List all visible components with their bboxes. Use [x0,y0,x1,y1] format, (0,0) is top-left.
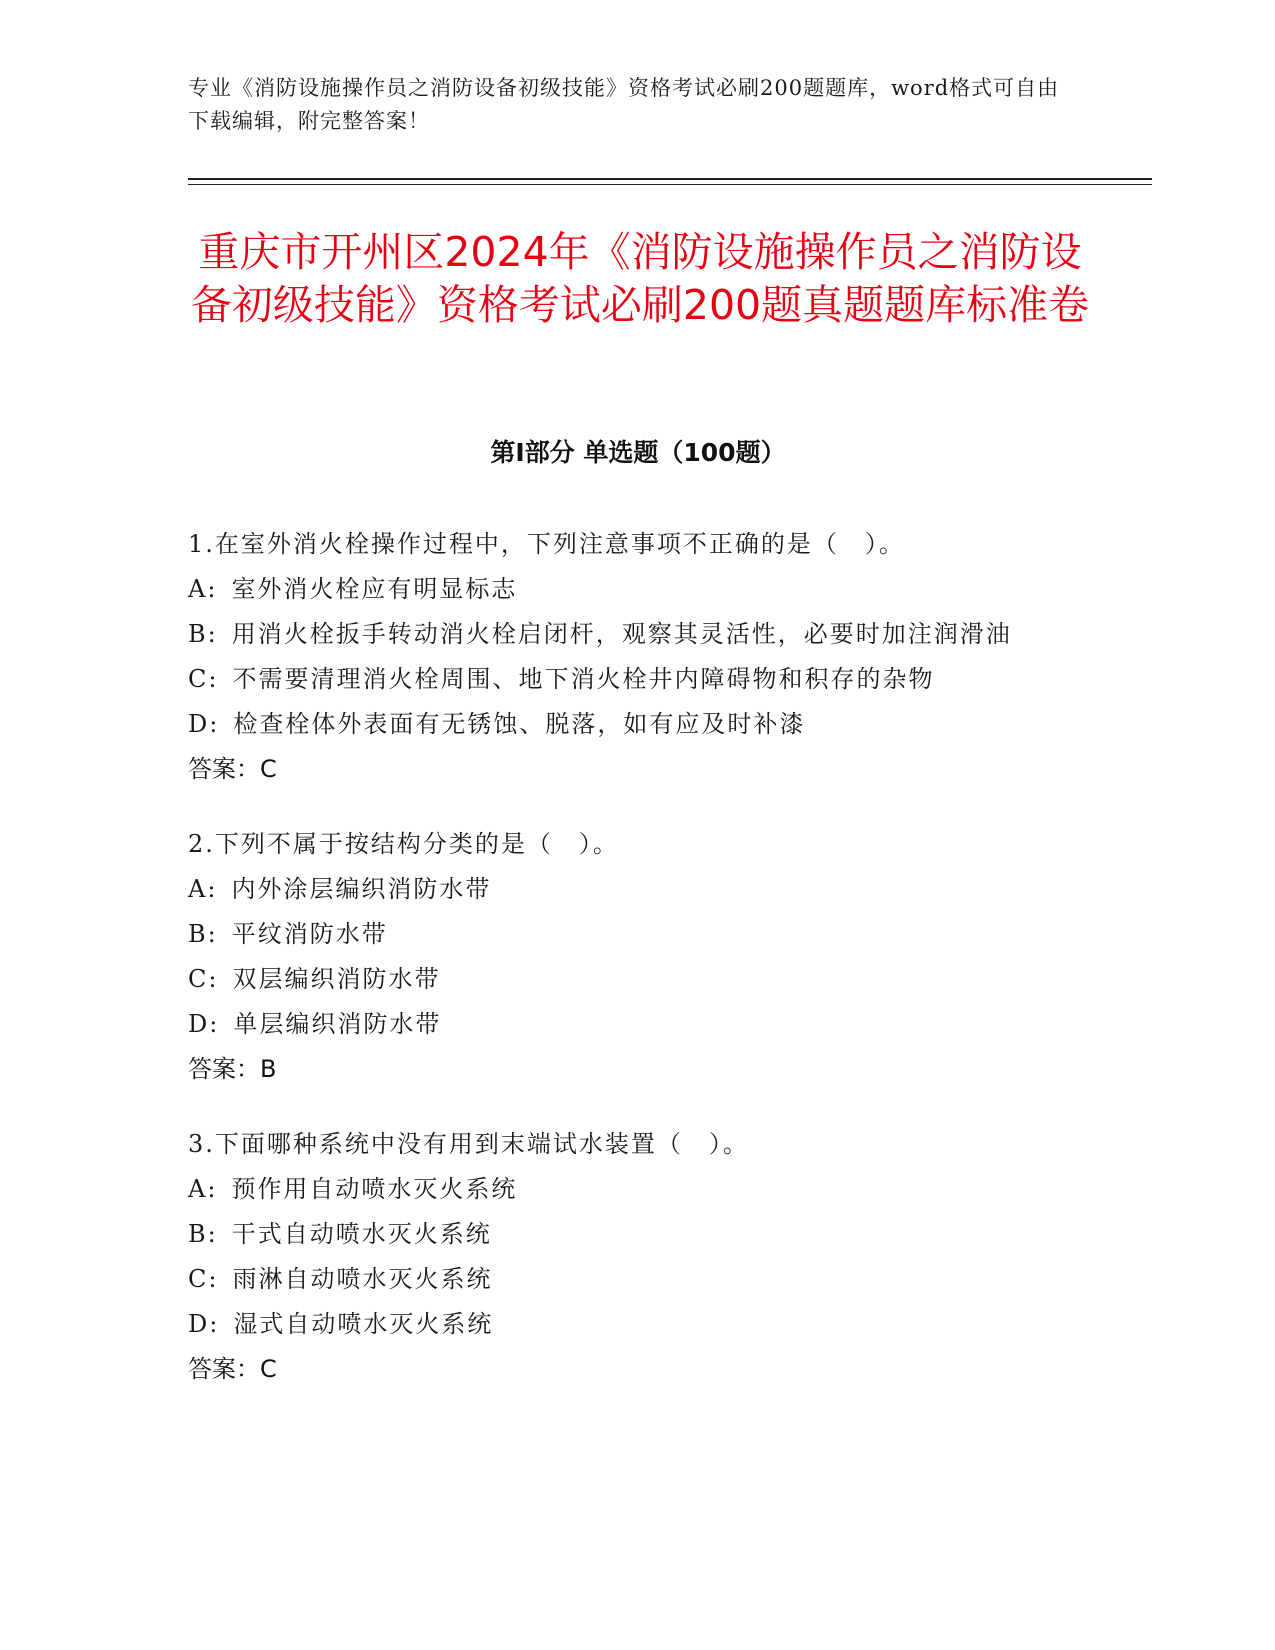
option-separator: : [207,575,218,603]
answer-label: 答案： [188,1055,260,1083]
option-b [188,1212,1088,1257]
option-separator: : [209,710,220,738]
option-d [188,1002,1088,1047]
option-text: 单层编织消防水带 [233,1010,442,1038]
option-letter: A [188,1175,208,1203]
option-text: 湿式自动喷水灭火系统 [233,1310,494,1338]
option-c [188,657,1088,702]
option-separator: : [207,875,218,903]
option-text: 干式自动喷水灭火系统 [231,1220,492,1248]
option-separator: : [207,1175,218,1203]
option-a [188,867,1088,912]
answer-line [188,747,1088,792]
document-title: 重庆市开州区2024年《消防设施操作员之消防设备初级技能》资格考试必刷200题真题题库标准卷 [190,228,1090,329]
answer-value: C [260,755,277,783]
answer-line [188,1047,1088,1092]
question-2 [188,822,1088,1092]
option-letter: D [188,1310,210,1338]
option-letter: C [188,665,209,693]
option-b [188,912,1088,957]
option-separator: : [207,1220,218,1248]
option-separator: : [207,620,218,648]
option-d [188,702,1088,747]
answer-line [188,1347,1088,1392]
option-separator: : [208,1265,219,1293]
answer-value: B [260,1055,277,1083]
option-text: 检查栓体外表面有无锈蚀、脱落，如有应及时补漆 [233,710,806,738]
option-text: 平纹消防水带 [231,920,388,948]
option-text: 雨淋自动喷水灭火系统 [232,1265,493,1293]
option-a [188,567,1088,612]
option-text: 用消火栓扳手转动消火栓启闭杆，观察其灵活性，必要时加注润滑油 [231,620,1012,648]
answer-value: C [260,1355,277,1383]
answer-label: 答案： [188,755,260,783]
header-note: 专业《消防设施操作员之消防设备初级技能》资格考试必刷200题题库，word格式可自由下载编辑，附完整答案！ [188,76,1060,133]
question-stem: 2.下列不属于按结构分类的是（ ）。 [188,830,619,858]
option-text: 双层编织消防水带 [232,965,441,993]
option-letter: B [188,920,208,948]
option-b [188,612,1088,657]
option-a [188,1167,1088,1212]
answer-label: 答案： [188,1355,260,1383]
option-separator: : [208,665,219,693]
option-letter: D [188,1010,210,1038]
question-stem: 1.在室外消火栓操作过程中，下列注意事项不正确的是（ ）。 [188,530,905,558]
option-letter: B [188,620,208,648]
header-rule-thick [188,178,1152,180]
header-rule-thin [188,184,1152,185]
option-text: 室外消火栓应有明显标志 [231,575,518,603]
option-text: 不需要清理消火栓周围、地下消火栓井内障碍物和积存的杂物 [232,665,935,693]
option-separator: : [209,1310,220,1338]
option-text: 预作用自动喷水灭火系统 [231,1175,518,1203]
option-letter: A [188,875,208,903]
option-letter: C [188,1265,209,1293]
option-separator: : [207,920,218,948]
question-list [188,522,1088,1422]
option-letter: A [188,575,208,603]
option-letter: D [188,710,210,738]
option-separator: : [209,1010,220,1038]
option-c [188,957,1088,1002]
option-separator: : [208,965,219,993]
section-heading: 第Ⅰ部分 单选题（100题） [490,438,786,467]
question-3 [188,1122,1088,1392]
option-d [188,1302,1088,1347]
option-letter: C [188,965,209,993]
question-1 [188,522,1088,792]
option-letter: B [188,1220,208,1248]
option-c [188,1257,1088,1302]
option-text: 内外涂层编织消防水带 [231,875,492,903]
question-stem: 3.下面哪种系统中没有用到末端试水装置（ ）。 [188,1130,749,1158]
